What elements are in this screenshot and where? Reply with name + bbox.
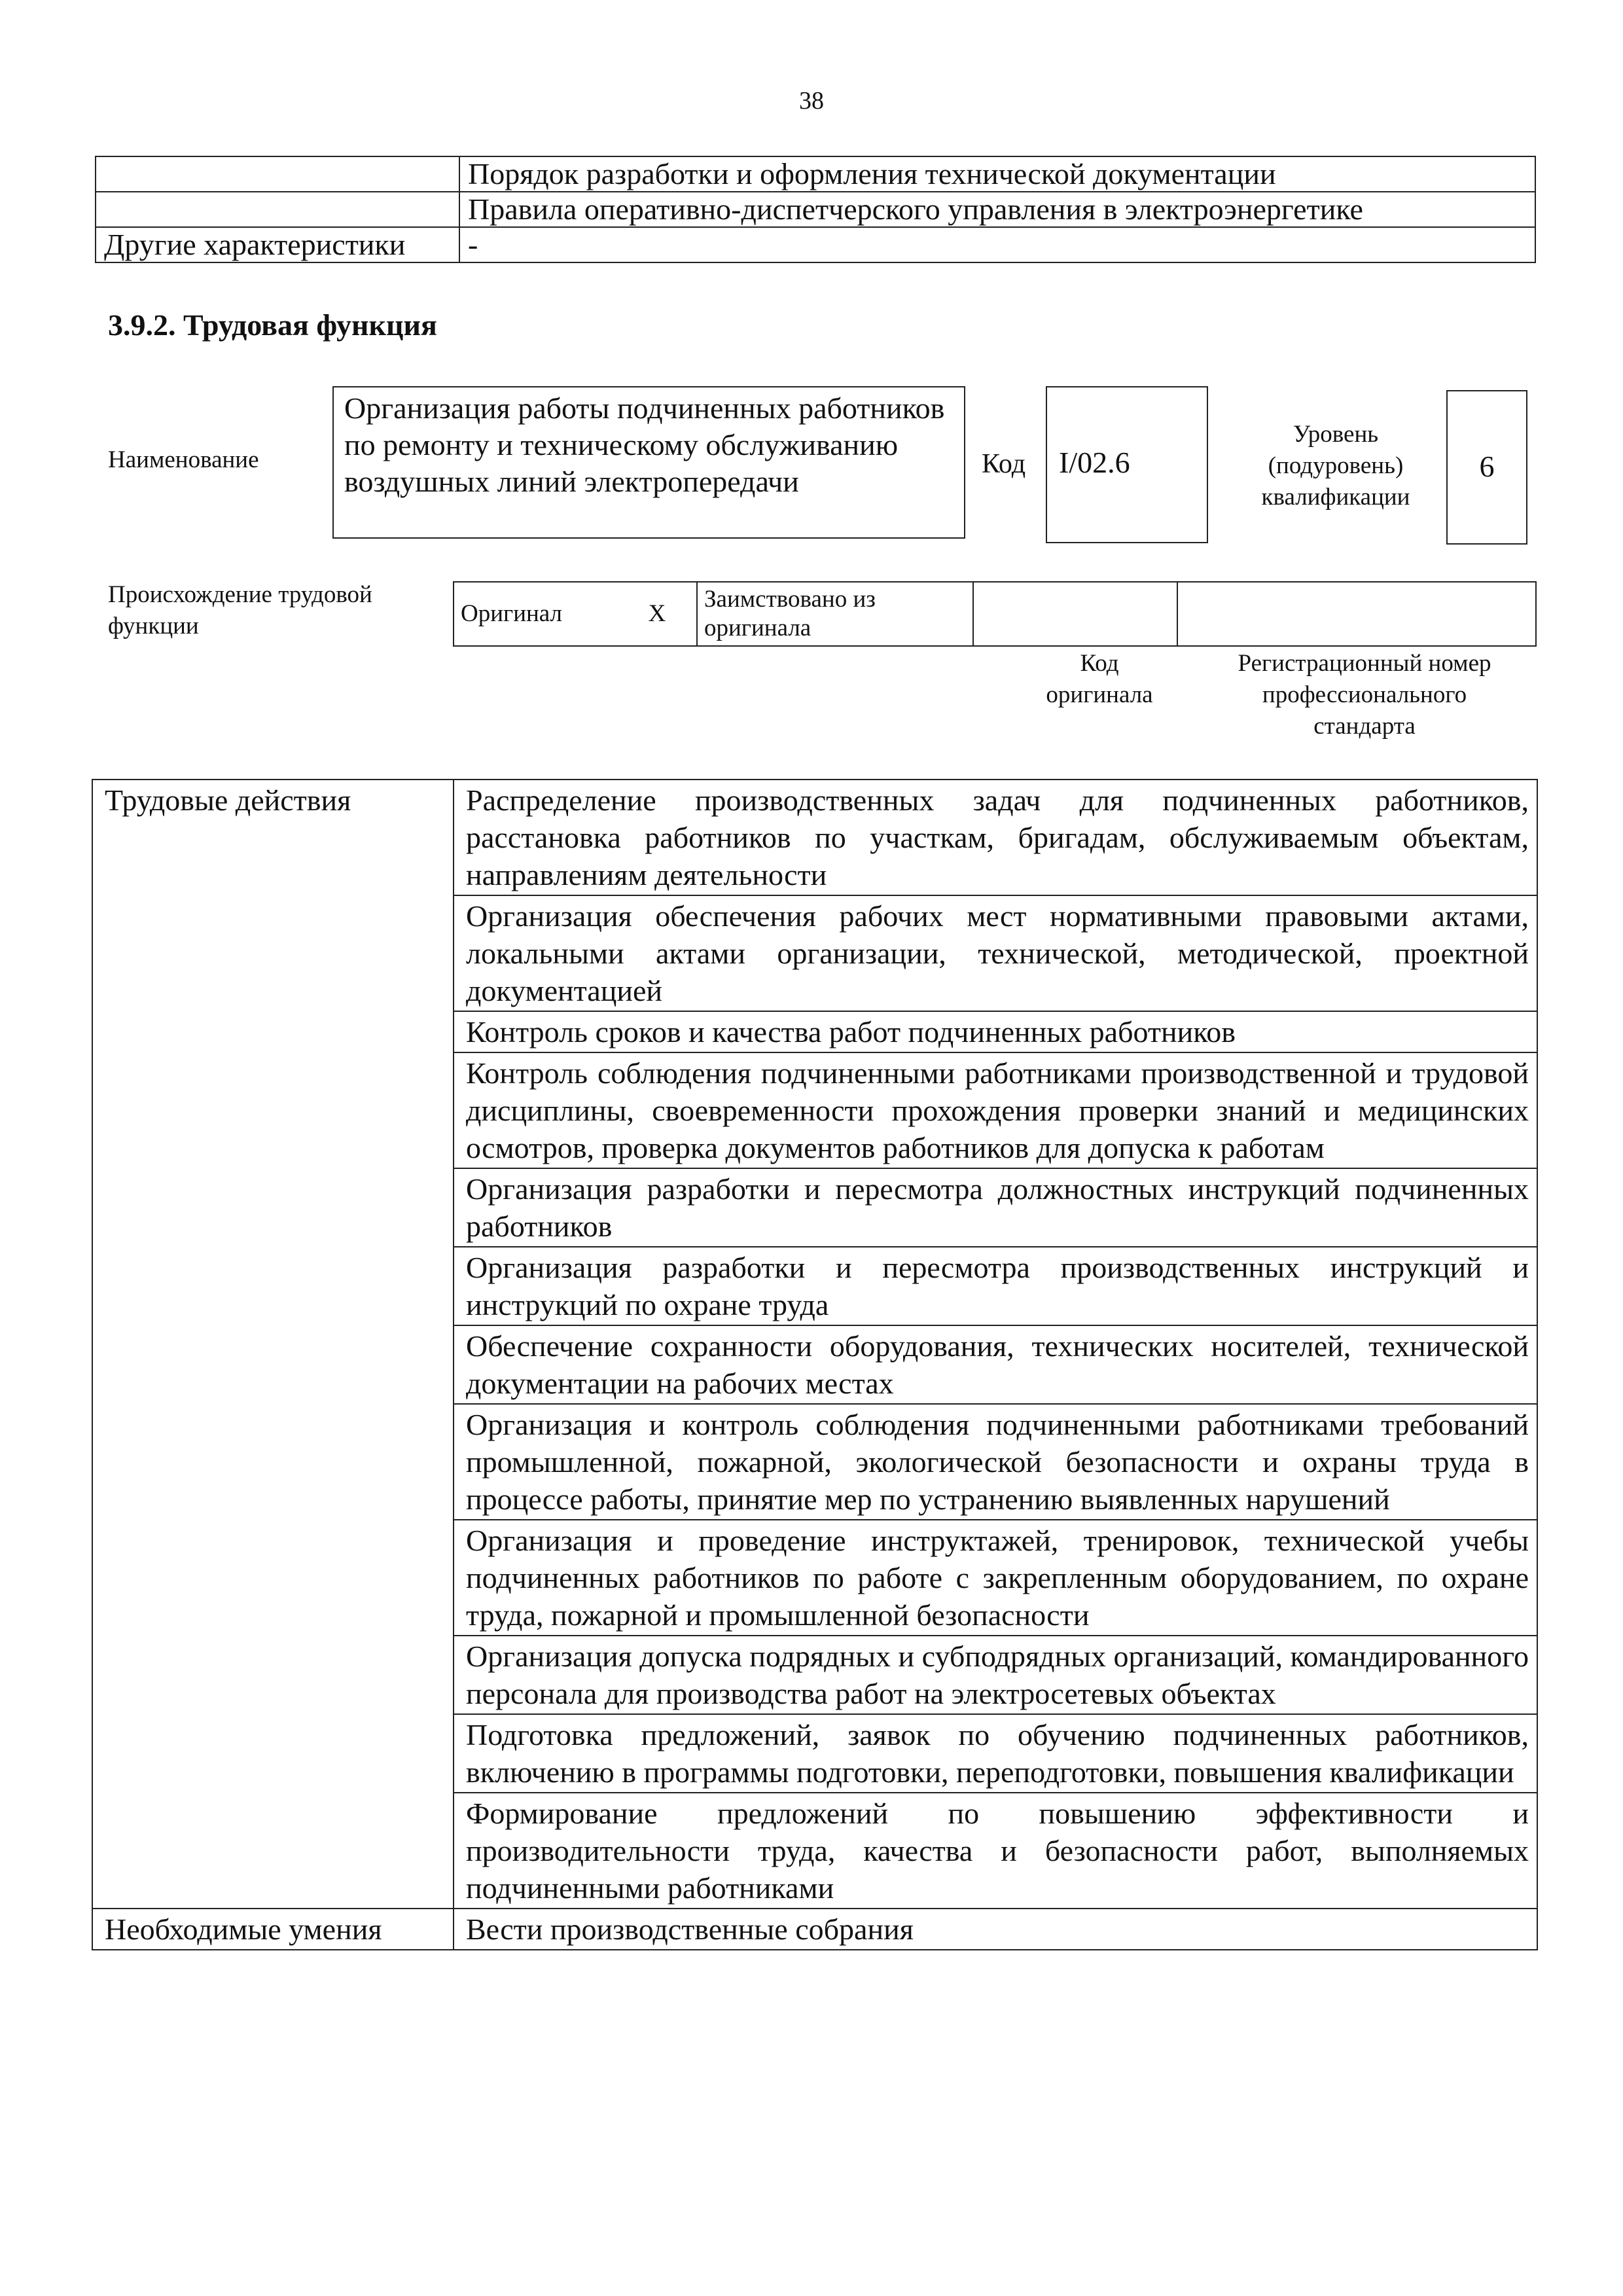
table-row bbox=[96, 227, 1535, 262]
code-label: Код bbox=[982, 449, 1026, 479]
page-number: 38 bbox=[799, 87, 824, 115]
table-row bbox=[92, 780, 1537, 895]
function-name-box: Организация работы подчиненных работников по ремонту и техническому обслуживанию воздушных линий электропередачи bbox=[332, 386, 965, 539]
level-label-line: Уровень bbox=[1293, 421, 1379, 448]
qualification-level-box: 6 bbox=[1446, 390, 1527, 545]
labor-function-table bbox=[92, 779, 1538, 1950]
labor-action: Организация разработки и пересмотра производственных инструкций и инструкций по охране труда bbox=[454, 1247, 1537, 1325]
original-mark: X bbox=[618, 582, 697, 646]
original-code-caption bbox=[1018, 648, 1181, 711]
caption-line: стандарта bbox=[1313, 713, 1416, 740]
table-cell-value: Порядок разработки и оформления технической документации bbox=[459, 156, 1535, 192]
table-cell-value: Правила оперативно-диспетчерского управления в электроэнергетике bbox=[459, 192, 1535, 227]
original-code-cell bbox=[973, 582, 1177, 646]
other-characteristics-label: Другие характеристики bbox=[96, 227, 459, 262]
skills-label: Необходимые умения bbox=[92, 1909, 454, 1950]
other-characteristics-value: - bbox=[459, 227, 1535, 262]
labor-action: Обеспечение сохранности оборудования, технических носителей, технической документации на рабочих местах bbox=[454, 1325, 1537, 1404]
name-label: Наименование bbox=[108, 446, 259, 473]
level-label-line: квалификации bbox=[1261, 484, 1410, 511]
caption-line: оригинала bbox=[1046, 681, 1153, 708]
origin-label bbox=[108, 579, 372, 642]
caption-line: Регистрационный номер bbox=[1238, 650, 1491, 677]
knowledge-continuation-table bbox=[95, 156, 1536, 263]
labor-action: Организация обеспечения рабочих мест нормативными правовыми актами, локальными актами организации, технической, методической, проектной документацией bbox=[454, 895, 1537, 1011]
table-cell-label bbox=[96, 192, 459, 227]
labor-action: Организация и проведение инструктажей, тренировок, технической учебы подчиненных работников по работе с закрепленным оборудованием, по охране труда, пожарной и промышленной безопасности bbox=[454, 1520, 1537, 1636]
section-title: 3.9.2. Трудовая функция bbox=[108, 308, 437, 342]
labor-action: Подготовка предложений, заявок по обучению подчиненных работников, включению в программы подготовки, переподготовки, повышения квалификации bbox=[454, 1714, 1537, 1793]
caption-line: профессионального bbox=[1262, 681, 1467, 708]
table-row bbox=[96, 156, 1535, 192]
labor-action: Организация и контроль соблюдения подчиненными работниками требований промышленной, пожарной, экологической безопасности и охраны труда в процессе работы, принятие мер по устранению выявленных нарушений bbox=[454, 1404, 1537, 1520]
skill-item: Вести производственные собрания bbox=[454, 1909, 1537, 1950]
level-label-line: (подуровень) bbox=[1268, 452, 1404, 479]
table-cell-label bbox=[96, 156, 459, 192]
origin-label-line: функции bbox=[108, 613, 199, 639]
original-label: Оригинал bbox=[454, 582, 618, 646]
caption-line: Код bbox=[1080, 650, 1119, 677]
labor-action: Контроль сроков и качества работ подчиненных работников bbox=[454, 1011, 1537, 1052]
table-row bbox=[96, 192, 1535, 227]
table-row bbox=[92, 1909, 1537, 1950]
table-row bbox=[454, 582, 1536, 646]
labor-action: Организация разработки и пересмотра должностных инструкций подчиненных работников bbox=[454, 1168, 1537, 1247]
borrowed-label: Заимствовано из оригинала bbox=[697, 582, 973, 646]
origin-table bbox=[453, 581, 1537, 647]
labor-action: Распределение производственных задач для подчиненных работников, расстановка работников по участкам, бригадам, обслуживаемым объектам, направлениям деятельности bbox=[454, 780, 1537, 895]
labor-actions-label: Трудовые действия bbox=[92, 780, 454, 1909]
labor-action: Контроль соблюдения подчиненными работниками производственной и трудовой дисциплины, своевременности прохождения проверки знаний и медицинских осмотров, проверка документов работников для допуска к работам bbox=[454, 1052, 1537, 1168]
registration-number-cell bbox=[1177, 582, 1536, 646]
labor-action: Организация допуска подрядных и субподрядных организаций, командированного персонала для производства работ на электросетевых объектах bbox=[454, 1636, 1537, 1714]
origin-label-line: Происхождение трудовой bbox=[108, 581, 372, 608]
qualification-level-label bbox=[1208, 419, 1463, 513]
labor-action: Формирование предложений по повышению эффективности и производительности труда, качества и безопасности работ, выполняемых подчиненными работниками bbox=[454, 1793, 1537, 1909]
registration-number-caption bbox=[1191, 648, 1538, 742]
function-code-box: I/02.6 bbox=[1046, 386, 1208, 543]
